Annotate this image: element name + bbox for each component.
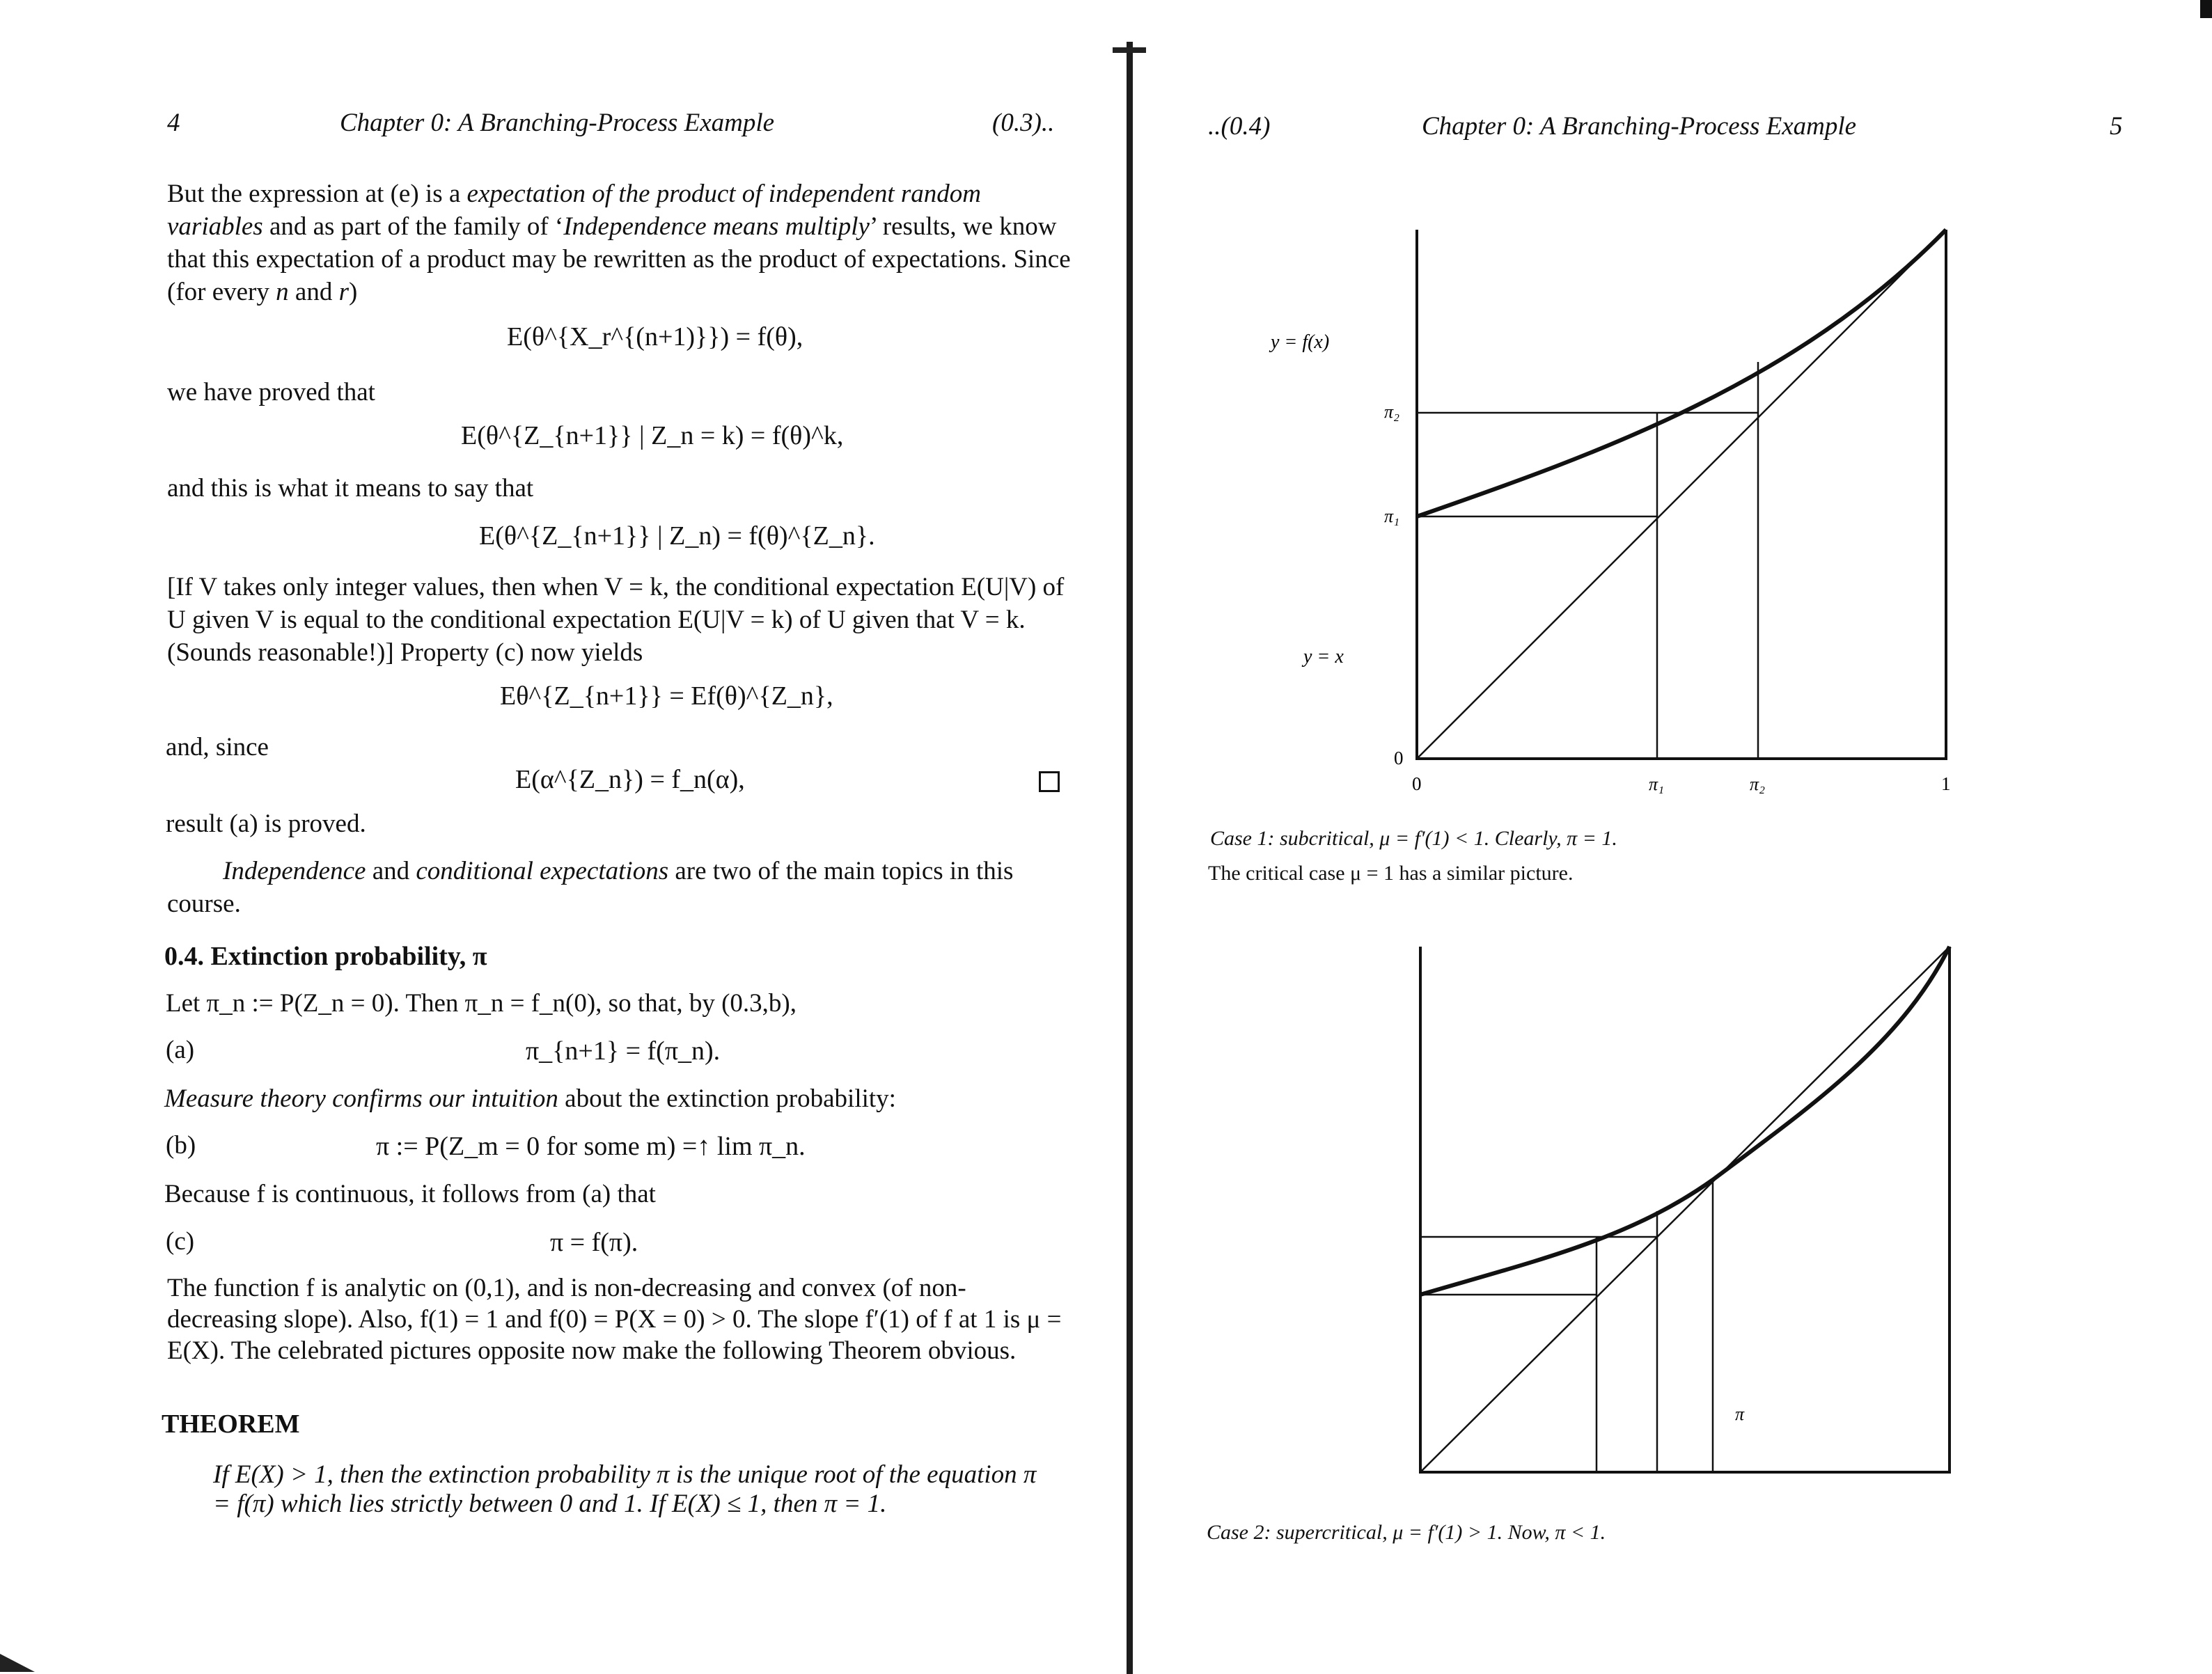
- section-heading-extinction: 0.4. Extinction probability, π: [164, 942, 487, 971]
- theorem-heading: THEOREM: [162, 1410, 300, 1439]
- text-we-have-proved: we have proved that: [167, 378, 375, 406]
- label-pi1-axis: π₁: [1384, 506, 1400, 526]
- label-y-equals-x: y = x: [1303, 646, 1344, 668]
- equation-expectation-f: E(θ^{X_r^{(n+1)}}) = f(θ),: [507, 322, 803, 352]
- figure2-caption-case2: Case 2: supercritical, μ = f′(1) > 1. Now, π < 1.: [1207, 1521, 1606, 1544]
- equation-extinction-limit: π := P(Z_m = 0 for some m) =↑ lim π_n.: [376, 1132, 806, 1161]
- page-number-left: 4: [167, 109, 180, 137]
- tick-x-pi1: π₁: [1649, 774, 1665, 794]
- figure1-caption-critical: The critical case μ = 1 has a similar picture.: [1208, 862, 1574, 885]
- equation-recursion: π_{n+1} = f(π_n).: [526, 1036, 721, 1066]
- tick-y-zero: 0: [1394, 748, 1404, 768]
- page-number-right: 5: [2110, 112, 2123, 141]
- tick-x-zero: 0: [1412, 773, 1422, 794]
- paragraph-function-analytic: The function f is analytic on (0,1), and is non-decreasing and convex (of non-decreasing slope). Also, f(1) = 1 and f(0) = P(X = 0) > 0. The slope f′(1) of f at 1 is μ = E(X). The celebrated pictures opposite now make the following Theorem obvious.: [167, 1274, 1062, 1365]
- figure1-curve-f: [1417, 230, 1946, 516]
- figure1-diagonal-y-equals-x: [1417, 230, 1946, 759]
- label-y-equals-fx: y = f(x): [1271, 331, 1330, 353]
- figure2-label-pi: π: [1735, 1404, 1745, 1424]
- figure2-curve-f: [1420, 947, 1950, 1295]
- equation-conditional-k: E(θ^{Z_{n+1}} | Z_n = k) = f(θ)^k,: [461, 421, 844, 450]
- label-a: (a): [166, 1036, 195, 1064]
- figure2-diagonal-y-equals-x: [1420, 947, 1950, 1472]
- paragraph-conditional-expectation: [If V takes only integer values, then when V = k, the conditional expectation E(U|V) of U given V is equal to the conditional expectation E(U|V = k) of U given that V = k. (Sounds reasonable!)] Property (c) now yields: [167, 573, 1065, 667]
- scan-edge-mark: [2200, 0, 2212, 18]
- text-what-it-means: and this is what it means to say that: [167, 474, 534, 503]
- text-because-continuous: Because f is continuous, it follows from (a) that: [164, 1180, 656, 1208]
- book-spine-top: [1113, 47, 1146, 53]
- label-pi2-axis: π₂: [1384, 402, 1400, 422]
- theorem-statement: If E(X) > 1, then the extinction probability π is the unique root of the equation π = f(π) which lies strictly between 0 and 1. If E(X) ≤ 1, then π = 1.: [213, 1460, 1037, 1518]
- scan-corner-mark: [0, 1651, 63, 1672]
- equation-fixed-point: π = f(π).: [550, 1228, 638, 1257]
- figure-subcritical: [1239, 209, 1970, 807]
- equation-property-c: Eθ^{Z_{n+1}} = Ef(θ)^{Z_n},: [500, 681, 833, 711]
- tick-x-pi2: π₂: [1750, 774, 1766, 794]
- section-ref-right: ..(0.4): [1208, 112, 1271, 141]
- section-ref-left: (0.3)..: [992, 109, 1055, 137]
- text-and-since: and, since: [166, 733, 269, 761]
- paragraph-main-topics: Independence and conditional expectations are two of the main topics in this course.: [167, 857, 1014, 918]
- equation-generating-function: E(α^{Z_n}) = f_n(α),: [515, 765, 745, 794]
- book-spine: [1127, 42, 1133, 1674]
- tick-x-one: 1: [1941, 773, 1951, 794]
- figure1-caption-case1: Case 1: subcritical, μ = f′(1) < 1. Clearly, π = 1.: [1210, 827, 1617, 850]
- label-b: (b): [166, 1131, 196, 1160]
- equation-conditional-zn: E(θ^{Z_{n+1}} | Z_n) = f(θ)^{Z_n}.: [479, 521, 875, 551]
- text-let-pi-n: Let π_n := P(Z_n = 0). Then π_n = f_n(0), so that, by (0.3,b),: [166, 989, 797, 1018]
- running-head-left: Chapter 0: A Branching-Process Example: [340, 109, 775, 137]
- paragraph-independence: But the expression at (e) is a expectation of the product of independent random variables and as part of the family of ‘Independence means multiply’ results, we know that this expectation of a product may be rewritten as the product of expectations. Since (for every n and r): [167, 180, 1071, 306]
- label-c: (c): [166, 1227, 195, 1256]
- running-head-right: Chapter 0: A Branching-Process Example: [1422, 112, 1857, 141]
- text-measure-theory: Measure theory confirms our intuition about the extinction probability:: [164, 1084, 896, 1113]
- figure-supercritical: [1239, 933, 1970, 1490]
- text-result-proved: result (a) is proved.: [166, 810, 366, 838]
- qed-box-icon: [1039, 771, 1060, 796]
